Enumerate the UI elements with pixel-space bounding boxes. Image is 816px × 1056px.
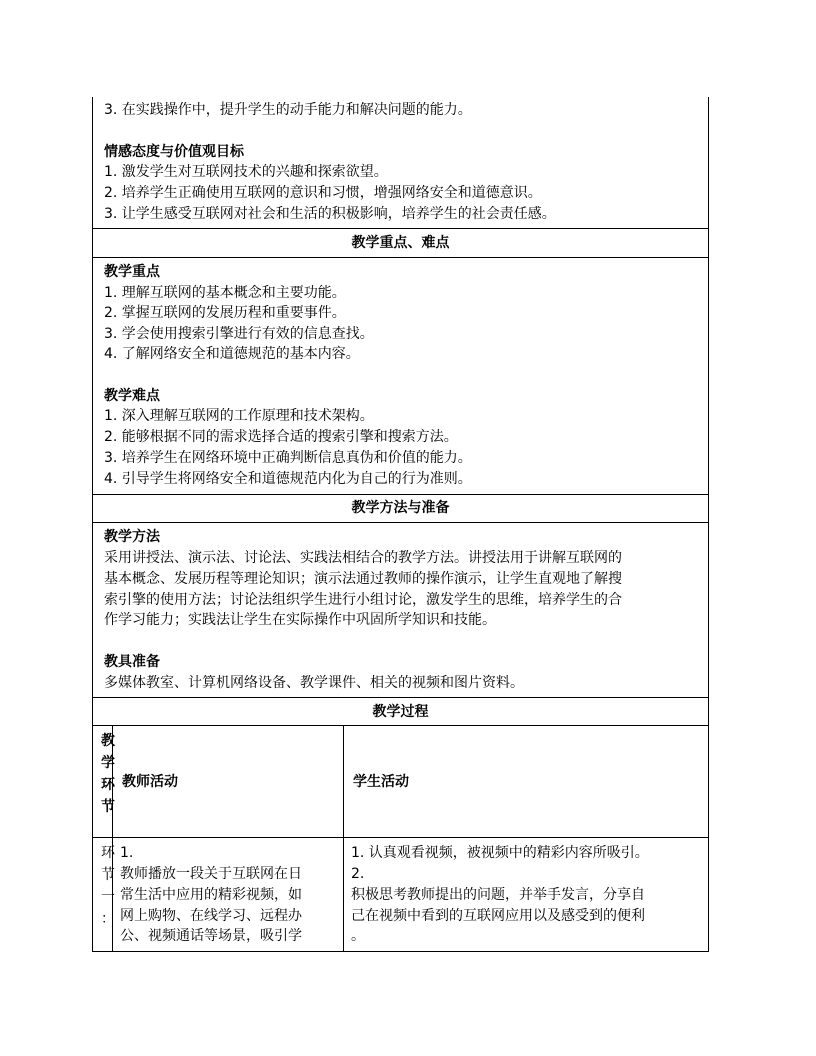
student-activity-line: 。 [351,928,365,944]
stage-column-header [101,727,115,835]
focus-item: 3. 学会使用搜索引擎进行有效的信息查找。 [104,326,374,342]
difficulty-item: 4. 引导学生将网络安全和道德规范内化为自己的行为准则。 [104,471,472,487]
teacher-activity-line: 网上购物、在线学习、远程办 [120,908,302,924]
teacher-activity-line: 教师播放一段关于互联网在日 [120,866,302,882]
method-text-line: 采用讲授法、演示法、讨论法、实践法相结合的教学方法。讲授法用于讲解互联网的 [104,550,622,566]
teacher-activity-line: 公、视频通话等场景，吸引学 [120,928,302,944]
table-bottom-border [92,951,709,952]
student-activity-line: 2. [351,866,365,882]
attitude-item: 2. 培养学生正确使用互联网的意识和习惯，增强网络安全和道德意识。 [104,185,542,201]
difficulty-item: 2. 能够根据不同的需求选择合适的搜索引擎和搜索方法。 [104,429,458,445]
teacher-activity-line: 常生活中应用的精彩视频，如 [120,887,302,903]
keypoints-header: 教学重点、难点 [351,235,450,251]
row-divider [92,697,709,698]
attitude-item: 1. 激发学生对互联网技术的兴趣和探索欲望。 [104,164,388,180]
focus-item: 2. 掌握互联网的发展历程和重要事件。 [104,305,346,321]
tools-heading: 教具准备 [104,654,160,670]
method-text-line: 作学习能力；实践法让学生在实际操作中巩固所学知识和技能。 [104,612,496,628]
difficulty-item: 3. 培养学生在网络环境中正确判断信息真伪和价值的能力。 [104,450,472,466]
objective-item: 3. 在实践操作中，提升学生的动手能力和解决问题的能力。 [104,102,472,118]
teacher-activity-line: 1. [120,845,134,861]
focus-item: 1. 理解互联网的基本概念和主要功能。 [104,285,346,301]
method-heading: 教学方法 [104,529,160,545]
focus-item: 4. 了解网络安全和道德规范的基本内容。 [104,346,360,362]
method-text-line: 基本概念、发展历程等理论知识；演示法通过教师的操作演示，让学生直观地了解搜 [104,571,622,587]
table-left-border [92,97,93,952]
focus-heading: 教学重点 [104,264,160,280]
student-activity-line: 1. 认真观看视频，被视频中的精彩内容所吸引。 [351,845,649,861]
method-text-line: 索引擎的使用方法；讨论法组织学生进行小组讨论，激发学生的思维，培养学生的合 [104,592,622,608]
student-activity-line: 积极思考教师提出的问题，并举手发言，分享自 [351,887,645,903]
attitude-heading: 情感态度与价值观目标 [104,144,244,160]
teacher-column-header: 教师活动 [122,774,178,790]
row-divider [92,494,709,495]
methods-header: 教学方法与准备 [351,500,450,516]
row-divider [92,837,709,838]
process-header: 教学过程 [372,704,429,720]
row-divider [92,522,709,523]
row-divider [92,228,709,229]
stage-header-char: 教 [101,733,115,749]
student-activity-line: 己在视频中看到的互联网应用以及感受到的便利 [351,908,645,924]
difficulty-item: 1. 深入理解互联网的工作原理和技术架构。 [104,408,374,424]
stage-header-char: 学 [101,755,115,771]
stage-cell-char: 一 [101,889,115,905]
row-divider [92,725,709,726]
row-divider [92,257,709,258]
column-divider [343,725,344,952]
stage-cell-char: 环 [101,845,115,861]
difficulty-heading: 教学难点 [104,388,160,404]
stage-cell [101,839,115,950]
table-right-border [708,97,709,952]
student-column-header: 学生活动 [353,774,409,790]
stage-cell-char: ： [101,911,115,927]
attitude-item: 3. 让学生感受互联网对社会和生活的积极影响，培养学生的社会责任感。 [104,206,556,222]
stage-header-char: 节 [101,799,115,815]
stage-cell-char: 节 [101,867,115,883]
stage-header-char: 环 [101,777,115,793]
tools-text: 多媒体教室、计算机网络设备、教学课件、相关的视频和图片资料。 [104,675,524,691]
